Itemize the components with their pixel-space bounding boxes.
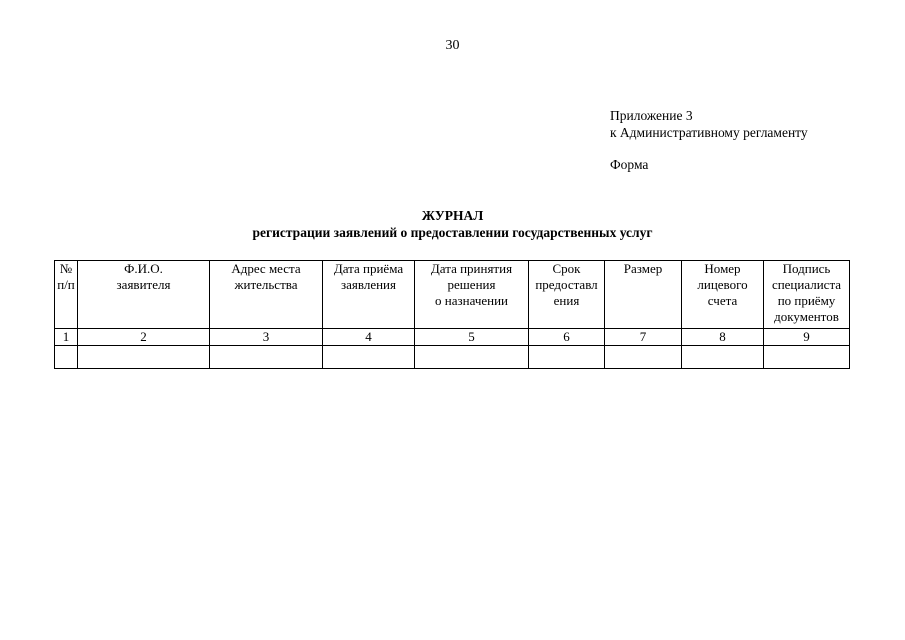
appendix-note xyxy=(610,107,808,173)
empty-cell xyxy=(323,346,415,369)
column-number-cell: 8 xyxy=(682,329,764,346)
empty-cell xyxy=(605,346,682,369)
empty-cell xyxy=(415,346,529,369)
empty-cell xyxy=(529,346,605,369)
page-number: 30 xyxy=(445,38,460,53)
header-cell-decision-date: Дата принятия решения о назначении xyxy=(415,261,529,329)
column-number-cell: 4 xyxy=(323,329,415,346)
header-cell-account: Номер лицевого счета xyxy=(682,261,764,329)
header-cell-amount: Размер xyxy=(605,261,682,329)
header-cell-receipt-date: Дата приёма заявления xyxy=(323,261,415,329)
document-title xyxy=(0,207,905,241)
header-cell-signature: Подпись специалиста по приёму документов xyxy=(764,261,850,329)
column-number-cell: 3 xyxy=(210,329,323,346)
header-cell-name: Ф.И.О. заявителя xyxy=(78,261,210,329)
form-label: Форма xyxy=(610,157,649,172)
column-number-row xyxy=(55,329,850,346)
empty-cell xyxy=(78,346,210,369)
appendix-reference: к Административному регламенту xyxy=(610,125,808,140)
empty-cell xyxy=(210,346,323,369)
column-number-cell: 5 xyxy=(415,329,529,346)
appendix-line: Приложение 3 xyxy=(610,108,693,123)
title-heading: ЖУРНАЛ xyxy=(421,208,484,223)
column-number-cell: 6 xyxy=(529,329,605,346)
empty-cell xyxy=(682,346,764,369)
column-number-cell: 2 xyxy=(78,329,210,346)
column-number-cell: 1 xyxy=(55,329,78,346)
empty-cell xyxy=(764,346,850,369)
empty-entry-row xyxy=(55,346,850,369)
header-row xyxy=(55,261,850,329)
empty-cell xyxy=(55,346,78,369)
journal-table xyxy=(54,260,850,369)
column-number-cell: 9 xyxy=(764,329,850,346)
header-cell-address: Адрес места жительства xyxy=(210,261,323,329)
header-cell-term: Срок предоставл ения xyxy=(529,261,605,329)
title-subheading: регистрации заявлений о предоставлении государственных услуг xyxy=(252,225,653,240)
column-number-cell: 7 xyxy=(605,329,682,346)
header-cell-number: № п/п xyxy=(55,261,78,329)
